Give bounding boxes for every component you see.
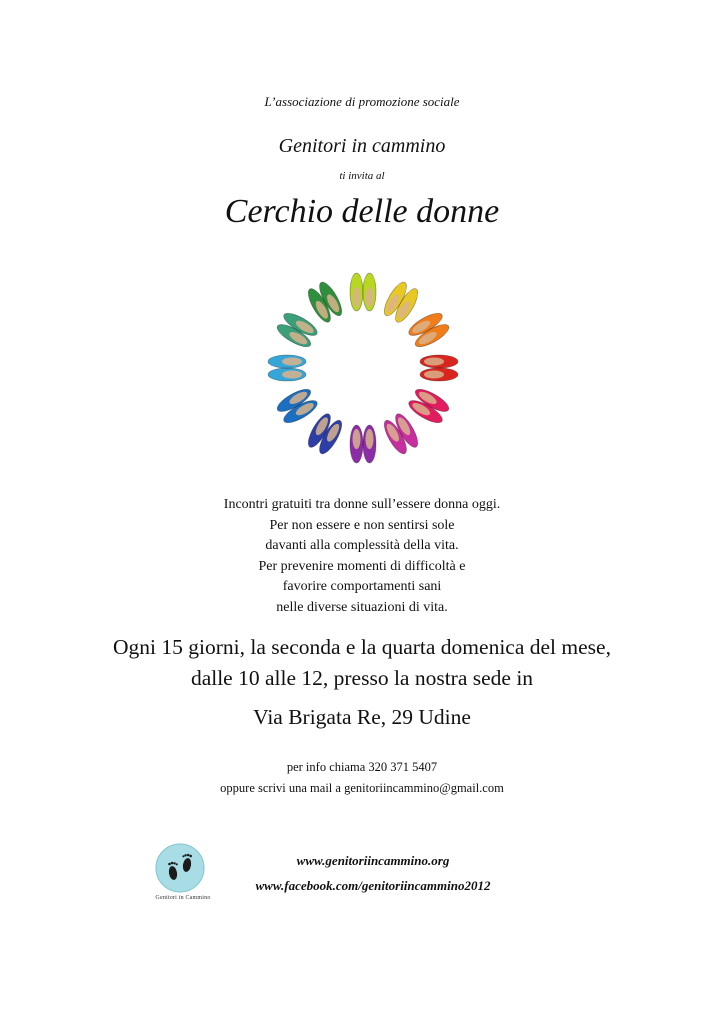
- shoe-pair: [380, 279, 422, 325]
- shoe-pair: [274, 309, 320, 351]
- logo-caption: Genitori in Cammino: [155, 895, 211, 901]
- shoe-pair: [406, 385, 452, 427]
- facebook-link[interactable]: www.facebook.com/genitoriincammino2012: [255, 878, 491, 893]
- description-line: nelle diverse situazioni di vita.: [276, 599, 448, 615]
- footprints-icon: [155, 843, 205, 893]
- shoe-pair: [350, 425, 376, 463]
- schedule-line: dalle 10 alle 12, presso la nostra sede in: [190, 666, 534, 690]
- description-line: Incontri gratuiti tra donne sull’essere donna oggi.: [223, 497, 501, 512]
- description-line: davanti alla complessità della vita.: [265, 538, 459, 553]
- event-title: Cerchio delle donne: [224, 193, 500, 230]
- shoe-pair: [304, 411, 346, 457]
- venue-address: Via Brigata Re, 29 Udine: [253, 705, 471, 729]
- website-link[interactable]: www.genitoriincammino.org: [296, 853, 450, 868]
- organization-name: Genitori in cammino: [278, 135, 446, 157]
- event-description: [0, 495, 724, 618]
- shoe-pair: [274, 385, 320, 427]
- invite-line: ti invita al: [339, 170, 385, 182]
- web-links: [230, 848, 516, 898]
- description-line: favorire comportamenti sani: [282, 579, 442, 594]
- organization-logo: [153, 843, 213, 909]
- phone-line: per info chiama 320 371 5407: [286, 760, 438, 774]
- schedule-line: Ogni 15 giorni, la seconda e la quarta domenica del mese,: [113, 635, 611, 659]
- shoe-pair: [380, 411, 422, 457]
- email-line: oppure scrivi una mail a genitoriincammino@gmail.com: [220, 781, 504, 795]
- shoe-pair: [406, 309, 452, 351]
- shoe-pair: [304, 279, 346, 325]
- shoe-pair: [268, 355, 306, 381]
- description-line: Per prevenire momenti di difficoltà e: [258, 558, 466, 574]
- shoe-ring-image: [261, 266, 465, 470]
- shoe-pair: [350, 273, 376, 311]
- shoe-pair: [420, 355, 458, 381]
- contact-info: [0, 757, 724, 799]
- intro-line: L’associazione di promozione sociale: [264, 94, 460, 109]
- event-schedule: [0, 632, 724, 694]
- description-line: Per non essere e non sentirsi sole: [269, 517, 455, 533]
